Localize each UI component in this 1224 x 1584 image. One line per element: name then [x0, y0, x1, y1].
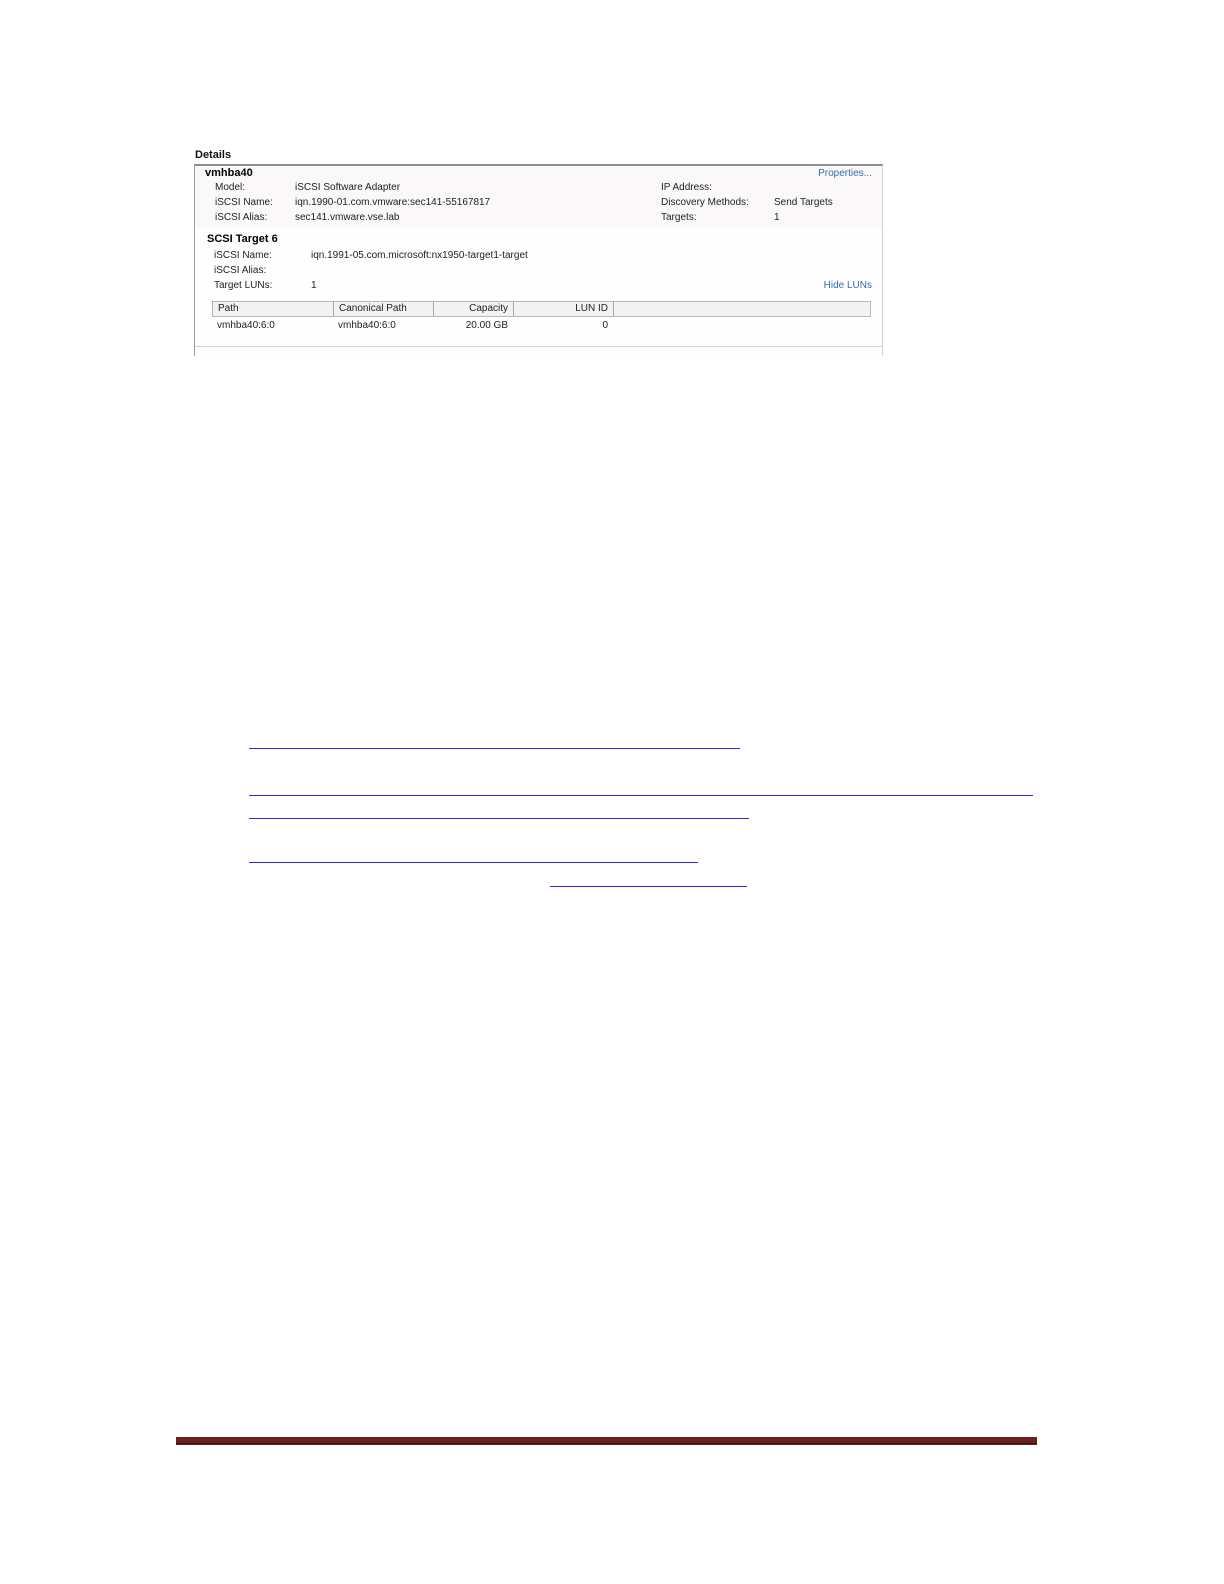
target-luns-label: Target LUNs: [214, 280, 273, 291]
hyperlink-underline[interactable] [550, 886, 747, 887]
hyperlink-underline[interactable] [249, 748, 740, 749]
iscsi-alias-value: sec141.vmware.vse.lab [295, 212, 400, 223]
target-iscsi-name-label: iSCSI Name: [214, 250, 272, 261]
column-header-blank [614, 302, 870, 316]
target-iscsi-name-value: iqn.1991-05.com.microsoft:nx1950-target1-target [311, 250, 528, 261]
discovery-methods-value: Send Targets [774, 197, 833, 208]
details-panel [194, 164, 883, 356]
hide-luns-link[interactable]: Hide LUNs [823, 280, 872, 291]
cell-canonical-path: vmhba40:6:0 [338, 320, 396, 331]
model-value: iSCSI Software Adapter [295, 182, 401, 193]
discovery-methods-label: Discovery Methods: [661, 197, 749, 208]
cell-lun-id: 0 [602, 320, 608, 331]
cell-capacity: 20.00 GB [465, 320, 508, 331]
scsi-target-title: SCSI Target 6 [207, 233, 278, 245]
panel-divider [195, 346, 882, 347]
adapter-section [195, 166, 882, 228]
cell-blank [613, 317, 871, 335]
targets-label: Targets: [661, 212, 697, 223]
table-row[interactable] [212, 317, 871, 335]
hyperlink-underline[interactable] [249, 818, 749, 819]
model-label: Model: [215, 182, 246, 193]
column-header-path[interactable]: Path [213, 302, 334, 316]
cell-path: vmhba40:6:0 [217, 320, 275, 331]
column-header-canonical-path[interactable]: Canonical Path [334, 302, 434, 316]
adapter-name: vmhba40 [205, 167, 253, 179]
target-iscsi-alias-label: iSCSI Alias: [214, 265, 267, 276]
iscsi-name-label: iSCSI Name: [215, 197, 273, 208]
details-title: Details [195, 149, 232, 161]
target-luns-value: 1 [311, 280, 317, 291]
footer-rule [176, 1437, 1037, 1444]
ip-address-label: IP Address: [661, 182, 712, 193]
column-header-capacity[interactable]: Capacity [434, 302, 514, 316]
properties-link[interactable]: Properties... [818, 168, 872, 179]
hyperlink-underline[interactable] [249, 862, 698, 863]
iscsi-alias-label: iSCSI Alias: [215, 212, 268, 223]
targets-value: 1 [774, 212, 780, 223]
column-header-lun-id[interactable]: LUN ID [514, 302, 614, 316]
iscsi-name-value: iqn.1990-01.com.vmware:sec141-55167817 [295, 197, 491, 208]
lun-table-header [212, 301, 871, 317]
details-screenshot [192, 146, 884, 358]
lun-table [212, 301, 871, 335]
hyperlink-underline[interactable] [249, 795, 1033, 796]
